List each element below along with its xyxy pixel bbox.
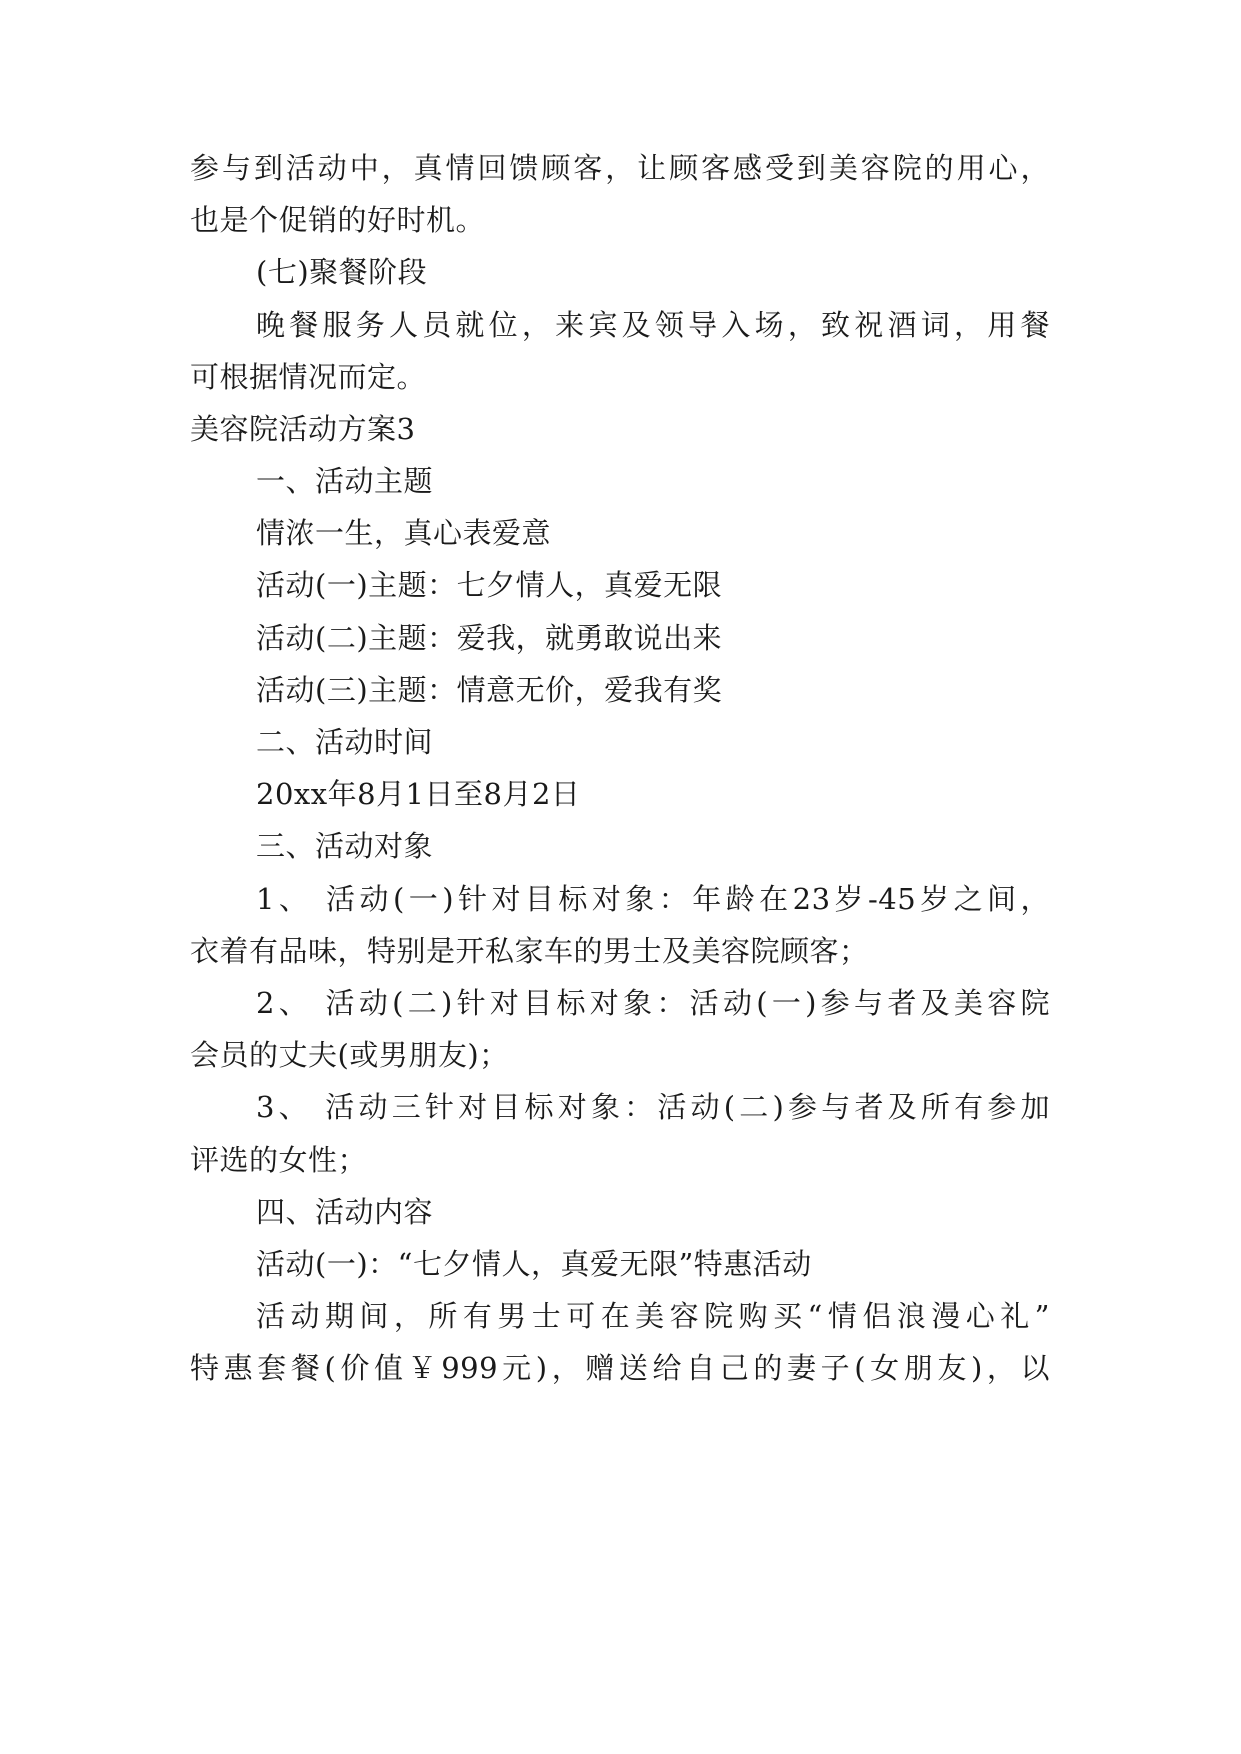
section-heading: (七)聚餐阶段 [256,255,428,289]
list-item: 3、 活动三针对目标对象：活动(二)参与者及所有参加 [256,1090,1050,1124]
section-heading: 二、活动时间 [256,725,434,759]
paragraph-line: 活动(一)主题：七夕情人，真爱无限 [256,568,723,602]
document-title: 美容院活动方案3 [190,412,416,446]
list-item: 1、 活动(一)针对目标对象：年龄在23岁-45岁之间， [256,882,1050,916]
paragraph-line: 晚餐服务人员就位，来宾及领导入场，致祝酒词，用餐 [256,308,1050,342]
paragraph-line: 可根据情况而定。 [190,360,427,394]
paragraph-line: 活动(二)主题：爱我，就勇敢说出来 [256,621,723,655]
section-heading: 四、活动内容 [256,1195,434,1229]
section-heading: 一、活动主题 [256,464,434,498]
paragraph-line: 评选的女性； [190,1143,368,1177]
paragraph-line: 也是个促销的好时机。 [190,203,486,237]
paragraph-line: 活动期间，所有男士可在美容院购买“情侣浪漫心礼” [256,1299,1050,1333]
paragraph-line: 活动(一)：“七夕情人，真爱无限”特惠活动 [256,1247,812,1281]
paragraph-line: 会员的丈夫(或男朋友)； [190,1038,509,1072]
paragraph-line: 特惠套餐(价值￥999元)，赠送给自己的妻子(女朋友)，以 [190,1351,1050,1385]
paragraph-line: 20xx年8月1日至8月2日 [256,777,581,811]
list-item: 2、 活动(二)针对目标对象：活动(一)参与者及美容院 [256,986,1050,1020]
paragraph-line: 参与到活动中，真情回馈顾客，让顾客感受到美容院的用心， [190,151,1050,185]
paragraph-line: 衣着有品味，特别是开私家车的男士及美容院顾客； [190,934,869,968]
section-heading: 三、活动对象 [256,829,434,863]
paragraph-line: 活动(三)主题：情意无价，爱我有奖 [256,673,723,707]
paragraph-line: 情浓一生，真心表爱意 [256,516,552,550]
